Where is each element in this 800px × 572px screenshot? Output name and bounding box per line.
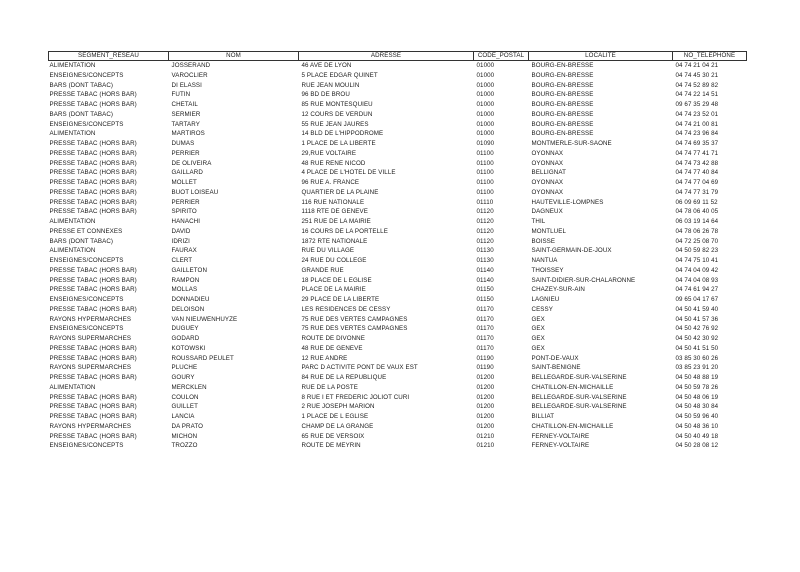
- cell-telephone[interactable]: 04 74 45 30 21: [675, 71, 719, 79]
- cell-nom[interactable]: LANCIA: [171, 413, 195, 420]
- cell-telephone[interactable]: 04 50 48 36 10: [675, 422, 719, 430]
- data-table: [48, 51, 747, 451]
- cell-nom[interactable]: DONNADIEU: [171, 296, 210, 303]
- cell-segment[interactable]: PRESSE TABAC (HORS BAR): [49, 188, 137, 196]
- cell-code-postal[interactable]: 01000: [476, 120, 495, 128]
- cell-segment[interactable]: PRESSE TABAC (HORS BAR): [49, 101, 137, 108]
- cell-nom[interactable]: MARTIROS: [171, 130, 205, 138]
- cell-nom[interactable]: VAROCLIER: [171, 71, 208, 79]
- cell-segment[interactable]: ALIMENTATION: [49, 62, 96, 69]
- cell-segment[interactable]: PRESSE TABAC (HORS BAR): [49, 159, 137, 167]
- table-row: [49, 149, 747, 159]
- cell-segment[interactable]: PRESSE TABAC (HORS BAR): [49, 413, 137, 420]
- cell-telephone[interactable]: 04 50 59 96 40: [675, 413, 719, 420]
- cell-code-postal[interactable]: 01200: [476, 413, 495, 420]
- cell-telephone[interactable]: 04 74 04 09 42: [675, 266, 719, 274]
- cell-telephone[interactable]: 04 50 40 49 18: [675, 432, 719, 440]
- cell-adresse[interactable]: 8 RUE I ET FREDERIC JOLIOT CURI: [301, 393, 410, 401]
- cell-segment[interactable]: ALIMENTATION: [49, 247, 96, 255]
- cell-adresse[interactable]: 116 RUE NATIONALE: [301, 198, 365, 206]
- cell-code-postal[interactable]: 01120: [476, 218, 494, 225]
- cell-segment[interactable]: ENSEIGNES/CONCEPTS: [49, 71, 124, 79]
- cell-telephone[interactable]: 03 85 23 91 20: [675, 364, 719, 372]
- cell-segment[interactable]: PRESSE TABAC (HORS BAR): [49, 266, 137, 274]
- cell-code-postal[interactable]: 01000: [476, 81, 495, 89]
- cell-adresse[interactable]: 4 PLACE DE L'HOTEL DE VILLE: [301, 169, 396, 177]
- cell-nom[interactable]: SERMIER: [171, 110, 201, 118]
- cell-code-postal[interactable]: 01130: [476, 247, 494, 255]
- cell-segment[interactable]: PRESSE TABAC (HORS BAR): [49, 140, 137, 147]
- cell-segment[interactable]: RAYONS SUPERMARCHES: [49, 364, 132, 372]
- cell-code-postal[interactable]: 01170: [476, 335, 494, 342]
- header-localite[interactable]: LOCALITE: [529, 52, 673, 61]
- cell-code-postal[interactable]: 01130: [476, 257, 494, 264]
- cell-segment[interactable]: PRESSE TABAC (HORS BAR): [49, 276, 137, 284]
- cell-segment[interactable]: PRESSE TABAC (HORS BAR): [49, 403, 137, 411]
- cell-localite[interactable]: MONTMERLE-SUR-SAONE: [531, 140, 612, 147]
- table-row: [49, 276, 747, 286]
- table-row: [49, 393, 747, 403]
- table-row: [49, 61, 747, 71]
- cell-nom[interactable]: IDRIZI: [171, 237, 190, 245]
- cell-localite[interactable]: BELLIGNAT: [531, 169, 566, 177]
- cell-localite[interactable]: LAGNIEU: [531, 296, 560, 303]
- cell-code-postal[interactable]: 01000: [476, 101, 495, 108]
- cell-segment[interactable]: PRESSE TABAC (HORS BAR): [49, 393, 137, 401]
- cell-segment[interactable]: RAYONS SUPERMARCHES: [49, 335, 132, 342]
- cell-localite[interactable]: BOURG-EN-BRESSE: [531, 62, 594, 69]
- cell-localite[interactable]: BOURG-EN-BRESSE: [531, 120, 594, 128]
- table-row: [49, 159, 747, 169]
- cell-localite[interactable]: CESSY: [531, 305, 553, 313]
- cell-localite[interactable]: BOURG-EN-BRESSE: [531, 101, 594, 108]
- cell-adresse[interactable]: 75 RUE DES VERTES CAMPAGNES: [301, 315, 408, 323]
- cell-code-postal[interactable]: 01140: [476, 276, 494, 284]
- cell-segment[interactable]: BARS (DONT TABAC): [49, 110, 114, 118]
- cell-telephone[interactable]: 04 74 22 14 51: [675, 91, 719, 99]
- cell-localite[interactable]: BOISSE: [531, 237, 556, 245]
- cell-code-postal[interactable]: 01120: [476, 237, 494, 245]
- cell-code-postal[interactable]: 01000: [476, 130, 495, 138]
- cell-localite[interactable]: SAINT-BENIGNE: [531, 364, 581, 372]
- cell-adresse[interactable]: 5 PLACE EDGAR QUINET: [301, 71, 378, 79]
- cell-adresse[interactable]: 75 RUE DES VERTES CAMPAGNES: [301, 325, 408, 333]
- cell-nom[interactable]: TROZZO: [171, 442, 198, 450]
- table-row: [49, 100, 747, 110]
- table-row: [49, 129, 747, 139]
- cell-nom[interactable]: DELOISON: [171, 305, 205, 313]
- cell-code-postal[interactable]: 01170: [476, 325, 494, 333]
- cell-telephone[interactable]: 04 50 48 88 19: [675, 374, 719, 381]
- cell-telephone[interactable]: 04 50 59 78 26: [675, 383, 719, 391]
- cell-adresse[interactable]: GRANDE RUE: [301, 266, 344, 274]
- header-segment-reseau[interactable]: SEGMENT_RESEAU: [49, 52, 169, 61]
- cell-localite[interactable]: BOURG-EN-BRESSE: [531, 91, 594, 99]
- cell-segment[interactable]: PRESSE TABAC (HORS BAR): [49, 305, 137, 313]
- cell-adresse[interactable]: 18 PLACE DE L EGLISE: [301, 276, 372, 284]
- cell-telephone[interactable]: 04 74 77 04 69: [675, 179, 719, 186]
- cell-localite[interactable]: BOURG-EN-BRESSE: [531, 130, 594, 138]
- cell-telephone[interactable]: 04 50 41 57 36: [675, 315, 719, 323]
- table-row: [49, 266, 747, 276]
- cell-localite[interactable]: BOURG-EN-BRESSE: [531, 81, 594, 89]
- table-row: [49, 71, 747, 81]
- cell-nom[interactable]: KOTOWSKI: [171, 344, 206, 352]
- cell-telephone[interactable]: 04 74 23 96 84: [675, 130, 719, 138]
- cell-adresse[interactable]: 29 PLACE DE LA LIBERTE: [301, 296, 380, 303]
- cell-adresse[interactable]: PLACE DE LA MAIRIE: [301, 286, 366, 294]
- cell-nom[interactable]: GAILLARD: [171, 169, 203, 177]
- cell-code-postal[interactable]: 01090: [476, 140, 495, 147]
- cell-code-postal[interactable]: 01000: [476, 110, 495, 118]
- cell-code-postal[interactable]: 01120: [476, 227, 494, 235]
- cell-segment[interactable]: BARS (DONT TABAC): [49, 81, 114, 89]
- cell-localite[interactable]: CHATILLON-EN-MICHAILLE: [531, 383, 614, 391]
- cell-telephone[interactable]: 04 74 23 52 01: [675, 110, 719, 118]
- cell-telephone[interactable]: 04 72 25 08 70: [675, 237, 719, 245]
- cell-adresse[interactable]: ROUTE DE MEYRIN: [301, 442, 361, 450]
- cell-segment[interactable]: ALIMENTATION: [49, 218, 96, 225]
- cell-segment[interactable]: RAYONS HYPERMARCHES: [49, 315, 132, 323]
- cell-code-postal[interactable]: 01170: [476, 305, 494, 313]
- cell-adresse[interactable]: 14 BLD DE L'HIPPODROME: [301, 130, 384, 138]
- cell-adresse[interactable]: 12 RUE ANDRE: [301, 354, 348, 362]
- cell-segment[interactable]: BARS (DONT TABAC): [49, 237, 114, 245]
- cell-code-postal[interactable]: 01140: [476, 266, 494, 274]
- cell-code-postal[interactable]: 01200: [476, 383, 495, 391]
- header-nom[interactable]: NOM: [169, 52, 299, 61]
- cell-localite[interactable]: PONT-DE-VAUX: [531, 354, 579, 362]
- cell-segment[interactable]: ENSEIGNES/CONCEPTS: [49, 442, 124, 450]
- cell-localite[interactable]: BOURG-EN-BRESSE: [531, 110, 594, 118]
- cell-adresse[interactable]: 96 RUE A. FRANCE: [301, 179, 360, 186]
- cell-code-postal[interactable]: 01170: [476, 315, 494, 323]
- table-row: [49, 227, 747, 237]
- cell-telephone[interactable]: 06 09 69 11 52: [675, 198, 718, 206]
- table-row: [49, 324, 747, 334]
- cell-telephone[interactable]: 04 50 41 51 50: [675, 344, 719, 352]
- cell-localite[interactable]: THOISSEY: [531, 266, 564, 274]
- cell-nom[interactable]: GAILLETON: [171, 266, 208, 274]
- cell-code-postal[interactable]: 01000: [476, 71, 495, 79]
- cell-telephone[interactable]: 09 67 35 29 48: [675, 101, 719, 108]
- cell-nom[interactable]: DUGUEY: [171, 325, 199, 333]
- cell-telephone[interactable]: 04 74 61 94 27: [675, 286, 719, 294]
- cell-adresse[interactable]: 85 RUE MONTESQUIEU: [301, 101, 373, 108]
- cell-localite[interactable]: THIL: [531, 218, 546, 225]
- cell-code-postal[interactable]: 01190: [476, 364, 494, 372]
- cell-adresse[interactable]: 16 COURS DE LA PORTELLE: [301, 227, 388, 235]
- table-row: [49, 178, 747, 188]
- cell-code-postal[interactable]: 01100: [476, 149, 494, 157]
- table-row: [49, 363, 747, 373]
- cell-code-postal[interactable]: 01150: [476, 286, 494, 294]
- cell-nom[interactable]: HANACHI: [171, 218, 201, 225]
- cell-adresse[interactable]: 96 BD DE BROU: [301, 91, 350, 99]
- cell-segment[interactable]: ENSEIGNES/CONCEPTS: [49, 257, 124, 264]
- cell-localite[interactable]: BOURG-EN-BRESSE: [531, 71, 594, 79]
- table-row: [49, 207, 747, 217]
- cell-telephone[interactable]: 04 50 42 30 92: [675, 335, 719, 342]
- cell-adresse[interactable]: 65 RUE DE VERSOIX: [301, 432, 365, 440]
- cell-code-postal[interactable]: 01200: [476, 374, 495, 381]
- cell-localite[interactable]: BELLEGARDE-SUR-VALSERINE: [531, 374, 627, 381]
- cell-segment[interactable]: RAYONS HYPERMARCHES: [49, 422, 132, 430]
- cell-nom[interactable]: DI ELASSI: [171, 81, 202, 89]
- cell-adresse[interactable]: RUE JEAN MOULIN: [301, 81, 360, 89]
- cell-segment[interactable]: ENSEIGNES/CONCEPTS: [49, 120, 124, 128]
- cell-telephone[interactable]: 04 74 04 08 93: [675, 276, 719, 284]
- cell-localite[interactable]: GEX: [531, 344, 545, 352]
- cell-code-postal[interactable]: 01000: [476, 62, 495, 69]
- cell-adresse[interactable]: CHAMP DE LA GRANGE: [301, 422, 374, 430]
- cell-nom[interactable]: RAMPON: [171, 276, 200, 284]
- cell-nom[interactable]: DAVID: [171, 227, 191, 235]
- cell-telephone[interactable]: 04 74 69 35 37: [675, 140, 719, 147]
- cell-telephone[interactable]: 04 74 73 42 88: [675, 159, 719, 167]
- cell-nom[interactable]: JOSSERAND: [171, 62, 211, 69]
- cell-localite[interactable]: GEX: [531, 325, 545, 333]
- cell-nom[interactable]: PLUCHE: [171, 364, 198, 372]
- cell-adresse[interactable]: LES RESIDENCES DE CESSY: [301, 305, 391, 313]
- cell-adresse[interactable]: 48 RUE DE GENEVE: [301, 344, 363, 352]
- cell-localite[interactable]: BELLEGARDE-SUR-VALSERINE: [531, 393, 627, 401]
- cell-nom[interactable]: PERRIER: [171, 198, 200, 206]
- cell-segment[interactable]: PRESSE ET CONNEXES: [49, 227, 123, 235]
- cell-adresse[interactable]: PARC D ACTIVITE PONT DE VAUX EST: [301, 364, 418, 372]
- cell-segment[interactable]: ALIMENTATION: [49, 130, 96, 138]
- cell-segment[interactable]: PRESSE TABAC (HORS BAR): [49, 208, 137, 216]
- cell-adresse[interactable]: 55 RUE JEAN JAURES: [301, 120, 369, 128]
- cell-segment[interactable]: PRESSE TABAC (HORS BAR): [49, 374, 137, 381]
- cell-telephone[interactable]: 04 50 59 82 23: [675, 247, 719, 255]
- cell-nom[interactable]: MERCKLEN: [171, 383, 207, 391]
- cell-localite[interactable]: OYONNAX: [531, 149, 564, 157]
- cell-code-postal[interactable]: 01200: [476, 403, 495, 411]
- header-code-postal[interactable]: CODE_POSTAL: [474, 52, 529, 61]
- cell-nom[interactable]: MOLLAS: [171, 286, 198, 294]
- cell-adresse[interactable]: 251 RUE DE LA MAIRIE: [301, 218, 371, 225]
- table-row: [49, 285, 747, 295]
- cell-telephone[interactable]: 04 74 75 10 41: [675, 257, 719, 264]
- cell-nom[interactable]: GODARD: [171, 335, 200, 342]
- table-row: [49, 90, 747, 100]
- cell-adresse[interactable]: 2 RUE JOSEPH MARION: [301, 403, 375, 411]
- cell-localite[interactable]: OYONNAX: [531, 188, 564, 196]
- cell-localite[interactable]: BELLEGARDE-SUR-VALSERINE: [531, 403, 627, 411]
- cell-localite[interactable]: MONTLUEL: [531, 227, 566, 235]
- cell-code-postal[interactable]: 01200: [476, 393, 495, 401]
- table-row: [49, 139, 747, 149]
- header-row: [49, 52, 747, 61]
- table-row: [49, 383, 747, 393]
- cell-nom[interactable]: FUTIN: [171, 91, 191, 99]
- cell-adresse[interactable]: 1 PLACE DE LA LIBERTE: [301, 140, 376, 147]
- cell-telephone[interactable]: 04 74 77 31 79: [675, 188, 719, 196]
- table-row: [49, 315, 747, 325]
- table-row: [49, 344, 747, 354]
- cell-segment[interactable]: ALIMENTATION: [49, 383, 96, 391]
- header-adresse[interactable]: ADRESSE: [299, 52, 474, 61]
- table-row: [49, 441, 747, 451]
- cell-segment[interactable]: PRESSE TABAC (HORS BAR): [49, 344, 137, 352]
- table-row: [49, 412, 747, 422]
- cell-adresse[interactable]: RUE DE LA POSTE: [301, 383, 359, 391]
- cell-code-postal[interactable]: 01120: [476, 208, 494, 216]
- cell-adresse[interactable]: 48 RUE RENE NICOD: [301, 159, 366, 167]
- spreadsheet: [48, 51, 747, 451]
- table-body: [49, 61, 747, 452]
- cell-localite[interactable]: HAUTEVILLE-LOMPNES: [531, 198, 604, 206]
- cell-telephone[interactable]: 04 50 41 59 40: [675, 305, 719, 313]
- cell-segment[interactable]: PRESSE TABAC (HORS BAR): [49, 169, 137, 177]
- cell-code-postal[interactable]: 01200: [476, 422, 495, 430]
- cell-localite[interactable]: DAGNEUX: [531, 208, 563, 216]
- cell-telephone[interactable]: 04 74 21 04 21: [675, 62, 719, 69]
- table-row: [49, 295, 747, 305]
- cell-localite[interactable]: GEX: [531, 315, 545, 323]
- cell-localite[interactable]: SAINT-DIDIER-SUR-CHALARONNE: [531, 276, 636, 284]
- cell-localite[interactable]: CHATILLON-EN-MICHAILLE: [531, 422, 614, 430]
- cell-segment[interactable]: PRESSE TABAC (HORS BAR): [49, 179, 137, 186]
- cell-telephone[interactable]: 04 74 21 00 81: [675, 120, 719, 128]
- cell-localite[interactable]: NANTUA: [531, 257, 558, 264]
- table-row: [49, 432, 747, 442]
- cell-code-postal[interactable]: 01210: [476, 442, 495, 450]
- cell-telephone[interactable]: 06 03 19 14 64: [675, 218, 719, 225]
- cell-nom[interactable]: MICHON: [171, 432, 198, 440]
- cell-adresse[interactable]: 29,RUE VOLTAIRE: [301, 149, 357, 157]
- cell-nom[interactable]: COULON: [171, 393, 199, 401]
- cell-adresse[interactable]: 1 PLACE DE L EGLISE: [301, 413, 369, 420]
- table-row: [49, 402, 747, 412]
- cell-nom[interactable]: GUILLET: [171, 403, 198, 411]
- cell-adresse[interactable]: 1118 RTE DE GENEVE: [301, 208, 368, 216]
- table-row: [49, 120, 747, 130]
- cell-localite[interactable]: BILLIAT: [531, 413, 555, 420]
- cell-code-postal[interactable]: 01110: [476, 198, 494, 206]
- cell-segment[interactable]: ENSEIGNES/CONCEPTS: [49, 296, 124, 303]
- cell-telephone[interactable]: 04 50 42 76 92: [675, 325, 719, 333]
- cell-segment[interactable]: PRESSE TABAC (HORS BAR): [49, 149, 137, 157]
- cell-segment[interactable]: PRESSE TABAC (HORS BAR): [49, 91, 137, 99]
- cell-localite[interactable]: SAINT-GERMAIN-DE-JOUX: [531, 247, 612, 255]
- cell-nom[interactable]: CHETAIL: [171, 101, 198, 108]
- table-row: [49, 81, 747, 91]
- cell-nom[interactable]: TARTARY: [171, 120, 200, 128]
- cell-localite[interactable]: OYONNAX: [531, 179, 564, 186]
- table-row: [49, 188, 747, 198]
- table-row: [49, 354, 747, 364]
- cell-adresse[interactable]: ROUTE DE DIVONNE: [301, 335, 365, 342]
- table-row: [49, 110, 747, 120]
- cell-code-postal[interactable]: 01000: [476, 91, 495, 99]
- table-row: [49, 256, 747, 266]
- cell-nom[interactable]: CLERT: [171, 257, 193, 264]
- cell-nom[interactable]: DUMAS: [171, 140, 195, 147]
- cell-nom[interactable]: DE OLIVEIRA: [171, 159, 212, 167]
- cell-localite[interactable]: GEX: [531, 335, 545, 342]
- cell-telephone[interactable]: 04 78 06 26 78: [675, 227, 719, 235]
- cell-telephone[interactable]: 09 65 04 17 67: [675, 296, 719, 303]
- table-row: [49, 198, 747, 208]
- table-row: [49, 168, 747, 178]
- cell-telephone[interactable]: 04 74 77 40 84: [675, 169, 719, 177]
- cell-adresse[interactable]: RUE DU VILLAGE: [301, 247, 355, 255]
- cell-telephone[interactable]: 04 50 28 08 12: [675, 442, 719, 450]
- cell-code-postal[interactable]: 01100: [476, 179, 494, 186]
- table-row: [49, 305, 747, 315]
- header-no-telephone[interactable]: NO_TELEPHONE: [673, 52, 747, 61]
- cell-localite[interactable]: OYONNAX: [531, 159, 564, 167]
- cell-nom[interactable]: SPIRITO: [171, 208, 197, 216]
- table-row: [49, 373, 747, 383]
- cell-nom[interactable]: DA PRATO: [171, 422, 204, 430]
- cell-telephone[interactable]: 04 78 06 40 05: [675, 208, 719, 216]
- table-row: [49, 334, 747, 344]
- cell-code-postal[interactable]: 01210: [476, 432, 495, 440]
- table-row: [49, 422, 747, 432]
- cell-adresse[interactable]: QUARTIER DE LA PLAINE: [301, 188, 379, 196]
- cell-nom[interactable]: VAN NIEUWENHUYZE: [171, 315, 238, 323]
- cell-nom[interactable]: PERRIER: [171, 149, 200, 157]
- cell-adresse[interactable]: 1872 RTE NATIONALE: [301, 237, 368, 245]
- cell-telephone[interactable]: 04 50 48 30 84: [675, 403, 719, 411]
- cell-code-postal[interactable]: 01100: [476, 159, 494, 167]
- cell-nom[interactable]: FAURAX: [171, 247, 197, 255]
- table-row: [49, 246, 747, 256]
- cell-segment[interactable]: PRESSE TABAC (HORS BAR): [49, 198, 137, 206]
- cell-segment[interactable]: PRESSE TABAC (HORS BAR): [49, 354, 137, 362]
- cell-code-postal[interactable]: 01150: [476, 296, 494, 303]
- table-row: [49, 217, 747, 227]
- cell-localite[interactable]: FERNEY-VOLTAIRE: [531, 432, 590, 440]
- cell-adresse[interactable]: 12 COURS DE VERDUN: [301, 110, 373, 118]
- cell-code-postal[interactable]: 01100: [476, 169, 494, 177]
- cell-code-postal[interactable]: 01170: [476, 344, 494, 352]
- cell-localite[interactable]: FERNEY-VOLTAIRE: [531, 442, 590, 450]
- cell-telephone[interactable]: 03 85 30 60 26: [675, 354, 719, 362]
- cell-nom[interactable]: MOLLET: [171, 179, 197, 186]
- cell-telephone[interactable]: 04 74 52 89 82: [675, 81, 719, 89]
- cell-adresse[interactable]: 24 RUE DU COLLEGE: [301, 257, 367, 264]
- cell-segment[interactable]: ENSEIGNES/CONCEPTS: [49, 325, 124, 333]
- cell-adresse[interactable]: 84 RUE DE LA REPUBLIQUE: [301, 374, 387, 381]
- cell-nom[interactable]: ROUSSARD PEULET: [171, 354, 234, 362]
- cell-code-postal[interactable]: 01100: [476, 188, 494, 196]
- cell-segment[interactable]: PRESSE TABAC (HORS BAR): [49, 432, 137, 440]
- cell-segment[interactable]: PRESSE TABAC (HORS BAR): [49, 286, 137, 294]
- cell-telephone[interactable]: 04 50 48 06 19: [675, 393, 719, 401]
- cell-adresse[interactable]: 46 AVE DE LYON: [301, 62, 352, 69]
- cell-nom[interactable]: BUOT LOISEAU: [171, 188, 219, 196]
- cell-localite[interactable]: CHAZEY-SUR-AIN: [531, 286, 585, 294]
- cell-nom[interactable]: GOURY: [171, 374, 195, 381]
- cell-telephone[interactable]: 04 74 77 41 71: [675, 149, 719, 157]
- cell-code-postal[interactable]: 01190: [476, 354, 494, 362]
- table-row: [49, 237, 747, 247]
